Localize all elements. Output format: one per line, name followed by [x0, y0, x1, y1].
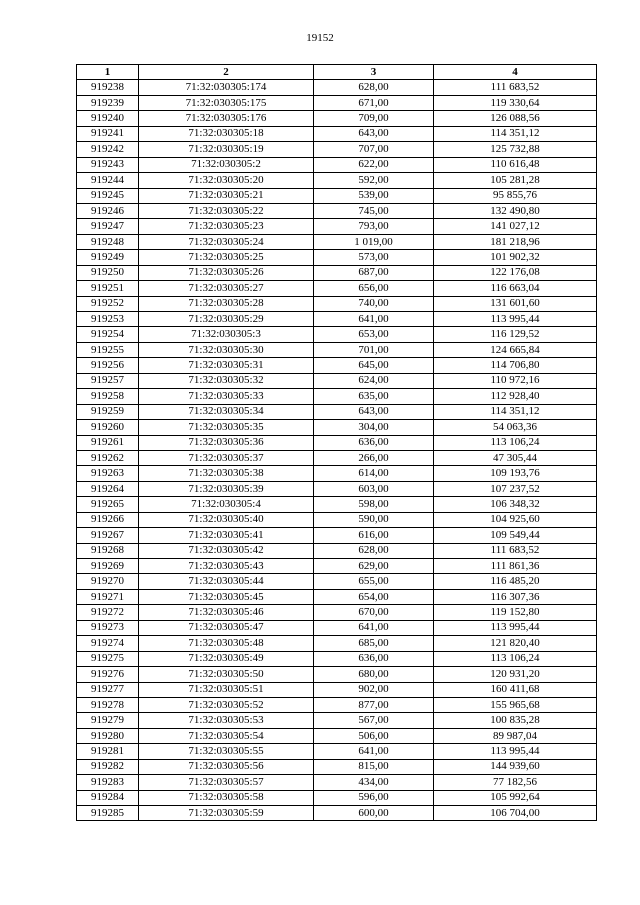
value-cell: 114 706,80 — [434, 358, 597, 373]
table-row — [77, 420, 597, 435]
cadastral-number-cell: 71:32:030305:30 — [139, 342, 314, 357]
table-row — [77, 528, 597, 543]
row-number-cell: 919279 — [77, 713, 139, 728]
value-cell: 125 732,88 — [434, 142, 597, 157]
row-number-cell: 919285 — [77, 806, 139, 821]
row-number-cell: 919268 — [77, 543, 139, 558]
value-cell: 126 088,56 — [434, 111, 597, 126]
cadastral-number-cell: 71:32:030305:39 — [139, 481, 314, 496]
area-cell: 653,00 — [314, 327, 434, 342]
value-cell: 106 348,32 — [434, 497, 597, 512]
value-cell: 54 063,36 — [434, 420, 597, 435]
value-cell: 109 193,76 — [434, 466, 597, 481]
value-cell: 132 490,80 — [434, 203, 597, 218]
cadastral-number-cell: 71:32:030305:44 — [139, 574, 314, 589]
table-row — [77, 497, 597, 512]
cadastral-number-cell: 71:32:030305:52 — [139, 697, 314, 712]
row-number-cell: 919242 — [77, 142, 139, 157]
table-row — [77, 95, 597, 110]
row-number-cell: 919261 — [77, 435, 139, 450]
cadastral-number-cell: 71:32:030305:2 — [139, 157, 314, 172]
value-cell: 101 902,32 — [434, 250, 597, 265]
row-number-cell: 919247 — [77, 219, 139, 234]
value-cell: 105 992,64 — [434, 790, 597, 805]
value-cell: 121 820,40 — [434, 636, 597, 651]
row-number-cell: 919257 — [77, 373, 139, 388]
row-number-cell: 919278 — [77, 697, 139, 712]
cadastral-number-cell: 71:32:030305:57 — [139, 775, 314, 790]
row-number-cell: 919282 — [77, 759, 139, 774]
cadastral-number-cell: 71:32:030305:26 — [139, 265, 314, 280]
area-cell: 622,00 — [314, 157, 434, 172]
row-number-cell: 919280 — [77, 728, 139, 743]
cadastral-number-cell: 71:32:030305:20 — [139, 173, 314, 188]
table-row — [77, 296, 597, 311]
area-cell: 641,00 — [314, 312, 434, 327]
cadastral-number-cell: 71:32:030305:59 — [139, 806, 314, 821]
cadastral-number-cell: 71:32:030305:21 — [139, 188, 314, 203]
row-number-cell: 919271 — [77, 589, 139, 604]
row-number-cell: 919273 — [77, 620, 139, 635]
table-row — [77, 234, 597, 249]
value-cell: 116 485,20 — [434, 574, 597, 589]
area-cell: 685,00 — [314, 636, 434, 651]
area-cell: 740,00 — [314, 296, 434, 311]
row-number-cell: 919243 — [77, 157, 139, 172]
value-cell: 116 307,36 — [434, 589, 597, 604]
area-cell: 567,00 — [314, 713, 434, 728]
value-cell: 160 411,68 — [434, 682, 597, 697]
cadastral-number-cell: 71:32:030305:24 — [139, 234, 314, 249]
cadastral-number-cell: 71:32:030305:175 — [139, 95, 314, 110]
value-cell: 109 549,44 — [434, 528, 597, 543]
area-cell: 1 019,00 — [314, 234, 434, 249]
cadastral-number-cell: 71:32:030305:49 — [139, 651, 314, 666]
area-cell: 590,00 — [314, 512, 434, 527]
table-row — [77, 435, 597, 450]
value-cell: 119 152,80 — [434, 605, 597, 620]
column-header-3: 3 — [314, 65, 434, 80]
table-row — [77, 620, 597, 635]
row-number-cell: 919250 — [77, 265, 139, 280]
area-cell: 687,00 — [314, 265, 434, 280]
area-cell: 654,00 — [314, 589, 434, 604]
row-number-cell: 919238 — [77, 80, 139, 95]
cadastral-number-cell: 71:32:030305:31 — [139, 358, 314, 373]
table-row — [77, 636, 597, 651]
area-cell: 628,00 — [314, 543, 434, 558]
row-number-cell: 919259 — [77, 404, 139, 419]
cadastral-number-cell: 71:32:030305:18 — [139, 126, 314, 141]
area-cell: 707,00 — [314, 142, 434, 157]
value-cell: 105 281,28 — [434, 173, 597, 188]
value-cell: 89 987,04 — [434, 728, 597, 743]
table-row — [77, 111, 597, 126]
table-row — [77, 188, 597, 203]
area-cell: 539,00 — [314, 188, 434, 203]
value-cell: 104 925,60 — [434, 512, 597, 527]
row-number-cell: 919246 — [77, 203, 139, 218]
table-row — [77, 157, 597, 172]
row-number-cell: 919262 — [77, 450, 139, 465]
table-row — [77, 589, 597, 604]
row-number-cell: 919264 — [77, 481, 139, 496]
value-cell: 119 330,64 — [434, 95, 597, 110]
cadastral-number-cell: 71:32:030305:34 — [139, 404, 314, 419]
row-number-cell: 919248 — [77, 234, 139, 249]
area-cell: 506,00 — [314, 728, 434, 743]
row-number-cell: 919244 — [77, 173, 139, 188]
column-header-4: 4 — [434, 65, 597, 80]
area-cell: 635,00 — [314, 389, 434, 404]
area-cell: 598,00 — [314, 497, 434, 512]
area-cell: 600,00 — [314, 806, 434, 821]
cadastral-number-cell: 71:32:030305:56 — [139, 759, 314, 774]
value-cell: 113 995,44 — [434, 620, 597, 635]
row-number-cell: 919239 — [77, 95, 139, 110]
area-cell: 656,00 — [314, 281, 434, 296]
cadastral-number-cell: 71:32:030305:29 — [139, 312, 314, 327]
row-number-cell: 919263 — [77, 466, 139, 481]
value-cell: 95 855,76 — [434, 188, 597, 203]
cadastral-number-cell: 71:32:030305:48 — [139, 636, 314, 651]
cadastral-number-cell: 71:32:030305:3 — [139, 327, 314, 342]
value-cell: 106 704,00 — [434, 806, 597, 821]
value-cell: 116 129,52 — [434, 327, 597, 342]
value-cell: 47 305,44 — [434, 450, 597, 465]
value-cell: 113 995,44 — [434, 312, 597, 327]
table-row — [77, 80, 597, 95]
table-row — [77, 203, 597, 218]
column-header-1: 1 — [77, 65, 139, 80]
area-cell: 624,00 — [314, 373, 434, 388]
table-row — [77, 651, 597, 666]
area-cell: 680,00 — [314, 667, 434, 682]
cadastral-number-cell: 71:32:030305:36 — [139, 435, 314, 450]
row-number-cell: 919266 — [77, 512, 139, 527]
cadastral-number-cell: 71:32:030305:54 — [139, 728, 314, 743]
table-row — [77, 559, 597, 574]
area-cell: 636,00 — [314, 435, 434, 450]
cadastral-number-cell: 71:32:030305:53 — [139, 713, 314, 728]
row-number-cell: 919281 — [77, 744, 139, 759]
cadastral-number-cell: 71:32:030305:32 — [139, 373, 314, 388]
area-cell: 709,00 — [314, 111, 434, 126]
value-cell: 114 351,12 — [434, 404, 597, 419]
cadastral-number-cell: 71:32:030305:58 — [139, 790, 314, 805]
value-cell: 111 861,36 — [434, 559, 597, 574]
cadastral-number-cell: 71:32:030305:4 — [139, 497, 314, 512]
row-number-cell: 919252 — [77, 296, 139, 311]
area-cell: 616,00 — [314, 528, 434, 543]
cadastral-number-cell: 71:32:030305:19 — [139, 142, 314, 157]
table-row — [77, 543, 597, 558]
table-row — [77, 281, 597, 296]
row-number-cell: 919260 — [77, 420, 139, 435]
row-number-cell: 919251 — [77, 281, 139, 296]
row-number-cell: 919253 — [77, 312, 139, 327]
column-header-2: 2 — [139, 65, 314, 80]
value-cell: 110 616,48 — [434, 157, 597, 172]
table-row — [77, 512, 597, 527]
value-cell: 112 928,40 — [434, 389, 597, 404]
row-number-cell: 919276 — [77, 667, 139, 682]
table-row — [77, 450, 597, 465]
cadastral-number-cell: 71:32:030305:176 — [139, 111, 314, 126]
area-cell: 603,00 — [314, 481, 434, 496]
area-cell: 629,00 — [314, 559, 434, 574]
value-cell: 100 835,28 — [434, 713, 597, 728]
cadastral-number-cell: 71:32:030305:35 — [139, 420, 314, 435]
cadastral-number-cell: 71:32:030305:42 — [139, 543, 314, 558]
area-cell: 645,00 — [314, 358, 434, 373]
row-number-cell: 919240 — [77, 111, 139, 126]
cadastral-number-cell: 71:32:030305:22 — [139, 203, 314, 218]
row-number-cell: 919265 — [77, 497, 139, 512]
row-number-cell: 919255 — [77, 342, 139, 357]
table-row — [77, 682, 597, 697]
row-number-cell: 919284 — [77, 790, 139, 805]
table-row — [77, 713, 597, 728]
cadastral-number-cell: 71:32:030305:38 — [139, 466, 314, 481]
value-cell: 111 683,52 — [434, 543, 597, 558]
table-row — [77, 481, 597, 496]
row-number-cell: 919254 — [77, 327, 139, 342]
cadastral-number-cell: 71:32:030305:41 — [139, 528, 314, 543]
table-row — [77, 667, 597, 682]
table-row — [77, 126, 597, 141]
table-row — [77, 250, 597, 265]
area-cell: 434,00 — [314, 775, 434, 790]
value-cell: 116 663,04 — [434, 281, 597, 296]
value-cell: 120 931,20 — [434, 667, 597, 682]
cadastral-number-cell: 71:32:030305:23 — [139, 219, 314, 234]
cadastral-number-cell: 71:32:030305:33 — [139, 389, 314, 404]
cadastral-number-cell: 71:32:030305:47 — [139, 620, 314, 635]
value-cell: 77 182,56 — [434, 775, 597, 790]
area-cell: 643,00 — [314, 126, 434, 141]
cadastral-number-cell: 71:32:030305:50 — [139, 667, 314, 682]
table-row — [77, 265, 597, 280]
table-row — [77, 605, 597, 620]
area-cell: 815,00 — [314, 759, 434, 774]
value-cell: 110 972,16 — [434, 373, 597, 388]
row-number-cell: 919249 — [77, 250, 139, 265]
table-row — [77, 697, 597, 712]
area-cell: 643,00 — [314, 404, 434, 419]
table-row — [77, 312, 597, 327]
table-row — [77, 759, 597, 774]
table-row — [77, 358, 597, 373]
table-row — [77, 728, 597, 743]
area-cell: 266,00 — [314, 450, 434, 465]
row-number-cell: 919274 — [77, 636, 139, 651]
table-body — [77, 80, 597, 821]
cadastral-number-cell: 71:32:030305:45 — [139, 589, 314, 604]
area-cell: 641,00 — [314, 744, 434, 759]
table-row — [77, 389, 597, 404]
area-cell: 877,00 — [314, 697, 434, 712]
value-cell: 107 237,52 — [434, 481, 597, 496]
row-number-cell: 919256 — [77, 358, 139, 373]
cadastral-number-cell: 71:32:030305:51 — [139, 682, 314, 697]
value-cell: 144 939,60 — [434, 759, 597, 774]
value-cell: 124 665,84 — [434, 342, 597, 357]
area-cell: 701,00 — [314, 342, 434, 357]
header-row — [77, 65, 597, 80]
row-number-cell: 919277 — [77, 682, 139, 697]
row-number-cell: 919267 — [77, 528, 139, 543]
value-cell: 114 351,12 — [434, 126, 597, 141]
value-cell: 113 106,24 — [434, 435, 597, 450]
table-row — [77, 342, 597, 357]
cadastral-number-cell: 71:32:030305:37 — [139, 450, 314, 465]
area-cell: 745,00 — [314, 203, 434, 218]
value-cell: 122 176,08 — [434, 265, 597, 280]
area-cell: 655,00 — [314, 574, 434, 589]
table-row — [77, 790, 597, 805]
table-row — [77, 744, 597, 759]
area-cell: 596,00 — [314, 790, 434, 805]
row-number-cell: 919283 — [77, 775, 139, 790]
page-number: 19152 — [306, 32, 334, 44]
cadastral-number-cell: 71:32:030305:25 — [139, 250, 314, 265]
table-row — [77, 142, 597, 157]
cadastral-number-cell: 71:32:030305:46 — [139, 605, 314, 620]
area-cell: 304,00 — [314, 420, 434, 435]
table-row — [77, 219, 597, 234]
table-row — [77, 775, 597, 790]
area-cell: 641,00 — [314, 620, 434, 635]
row-number-cell: 919272 — [77, 605, 139, 620]
cadastral-number-cell: 71:32:030305:43 — [139, 559, 314, 574]
area-cell: 670,00 — [314, 605, 434, 620]
table-row — [77, 574, 597, 589]
table-row — [77, 373, 597, 388]
value-cell: 141 027,12 — [434, 219, 597, 234]
row-number-cell: 919258 — [77, 389, 139, 404]
value-cell: 131 601,60 — [434, 296, 597, 311]
cadastral-number-cell: 71:32:030305:40 — [139, 512, 314, 527]
cadastral-number-cell: 71:32:030305:28 — [139, 296, 314, 311]
area-cell: 614,00 — [314, 466, 434, 481]
row-number-cell: 919270 — [77, 574, 139, 589]
area-cell: 671,00 — [314, 95, 434, 110]
cadastral-number-cell: 71:32:030305:55 — [139, 744, 314, 759]
value-cell: 181 218,96 — [434, 234, 597, 249]
value-cell: 113 995,44 — [434, 744, 597, 759]
table-row — [77, 173, 597, 188]
area-cell: 592,00 — [314, 173, 434, 188]
row-number-cell: 919241 — [77, 126, 139, 141]
value-cell: 155 965,68 — [434, 697, 597, 712]
area-cell: 573,00 — [314, 250, 434, 265]
area-cell: 793,00 — [314, 219, 434, 234]
data-table — [76, 64, 597, 821]
row-number-cell: 919245 — [77, 188, 139, 203]
area-cell: 902,00 — [314, 682, 434, 697]
area-cell: 628,00 — [314, 80, 434, 95]
area-cell: 636,00 — [314, 651, 434, 666]
row-number-cell: 919275 — [77, 651, 139, 666]
table-row — [77, 327, 597, 342]
table-row — [77, 404, 597, 419]
cadastral-number-cell: 71:32:030305:174 — [139, 80, 314, 95]
table-row — [77, 466, 597, 481]
table-row — [77, 806, 597, 821]
cadastral-number-cell: 71:32:030305:27 — [139, 281, 314, 296]
row-number-cell: 919269 — [77, 559, 139, 574]
value-cell: 113 106,24 — [434, 651, 597, 666]
value-cell: 111 683,52 — [434, 80, 597, 95]
